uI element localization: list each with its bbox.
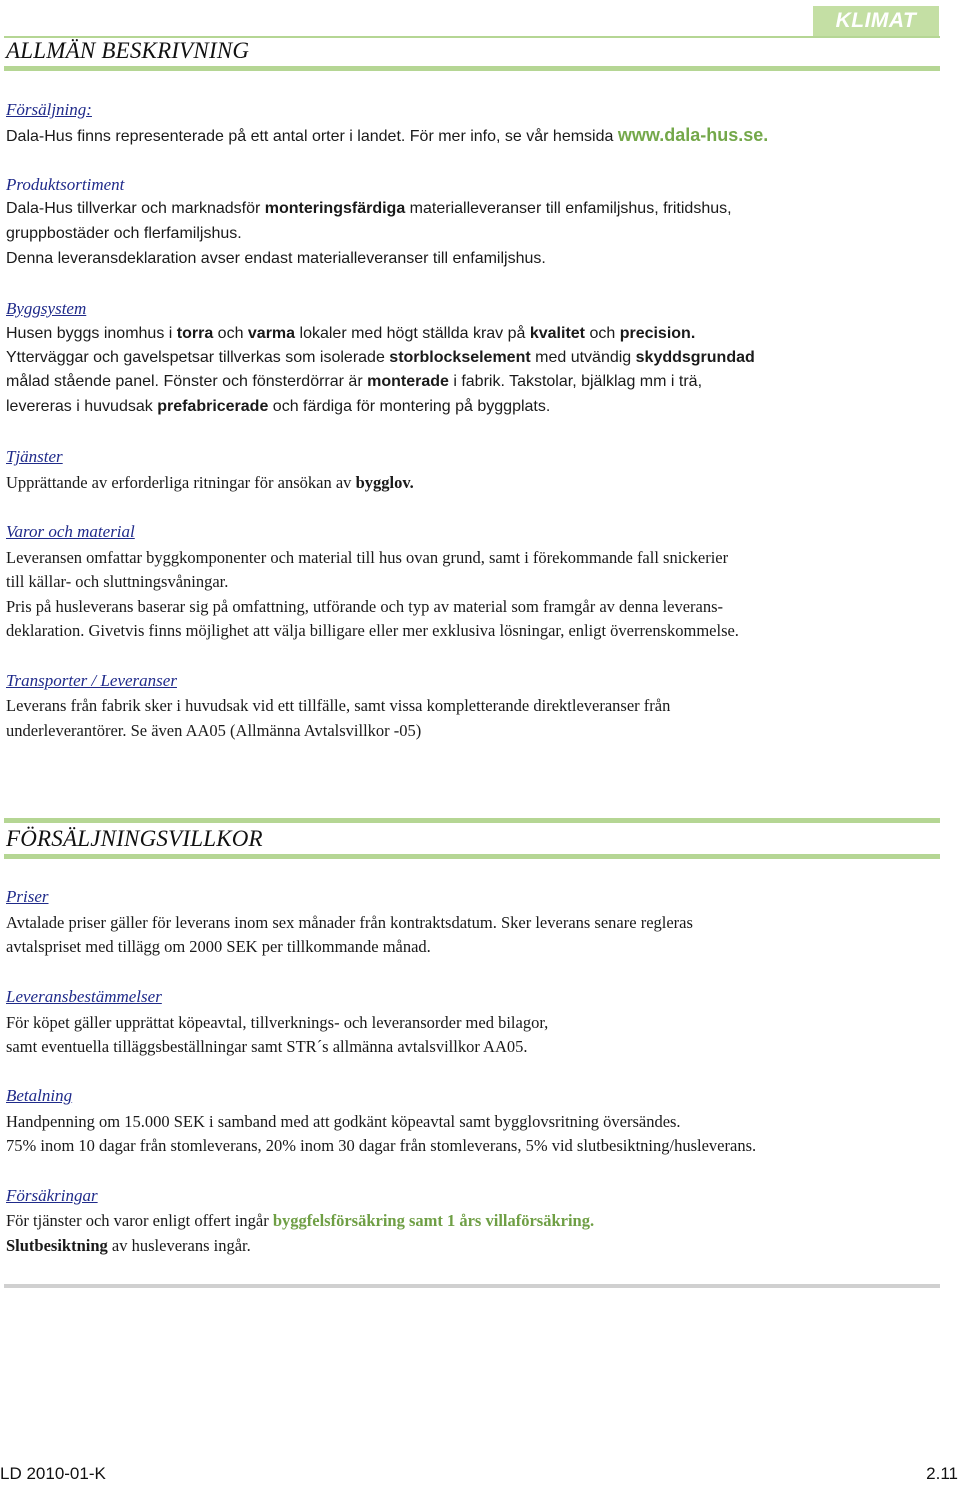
website-link[interactable]: www.dala-hus.se. — [617, 125, 769, 145]
system-line-1 — [6, 325, 695, 343]
goods-heading: Varor och material — [6, 522, 135, 541]
insurance-l1-a: För tjänster och varor enligt offert ingår — [6, 1211, 273, 1230]
delivery-terms-line-2: samt eventuella tilläggsbeställningar samt STR´s allmänna avtalsvillkor AA05. — [6, 1037, 528, 1056]
sales-heading: Försäljning: — [6, 100, 92, 119]
products-heading: Produktsortiment — [6, 175, 125, 194]
klimat-badge: KLIMAT — [813, 6, 939, 36]
footer-page-number: 2.11 — [926, 1464, 958, 1483]
header-rule — [4, 66, 940, 71]
goods-line-2: till källar- och sluttningsvåningar. — [6, 572, 229, 591]
sales-text — [6, 125, 768, 146]
transport-heading: Transporter / Leveranser — [6, 671, 177, 690]
system-l3-a: målad stående panel. Fönster och fönsterdörrar är — [6, 373, 368, 390]
system-line-4 — [6, 398, 550, 416]
services-line-1 — [6, 473, 414, 493]
products-l1-bold: monteringsfärdiga — [264, 200, 406, 217]
terms-title: FÖRSÄLJNINGSVILLKOR — [6, 826, 263, 851]
footer-doc-id: LD 2010-01-K — [0, 1464, 106, 1483]
products-l1-pre: Dala-Hus tillverkar och marknadsför — [6, 200, 265, 217]
prices-line-2: avtalspriset med tillägg om 2000 SEK per tillkommande månad. — [6, 937, 431, 956]
products-line-1 — [6, 200, 732, 218]
system-heading: Byggsystem — [6, 299, 87, 318]
products-l1-post: materialleveranser till enfamiljshus, fritidshus, — [405, 200, 732, 217]
system-l1-g: och — [585, 325, 620, 342]
delivery-terms-heading: Leveransbestämmelser — [6, 987, 162, 1006]
goods-line-1: Leveransen omfattar byggkomponenter och material till hus ovan grund, samt i förekommande fall snickerier — [6, 548, 729, 567]
insurance-l2-bold: Slutbesiktning — [6, 1236, 108, 1255]
sales-text-main: Dala-Hus finns representerade på ett antal orter i landet. För mer info, se vår hemsida — [6, 128, 618, 145]
payment-line-1: Handpenning om 15.000 SEK i samband med att godkänt köpeavtal samt bygglovsritning översändes. — [6, 1112, 681, 1131]
system-l1-a: Husen byggs inomhus i — [6, 325, 177, 342]
system-l1-h: precision. — [619, 325, 696, 342]
insurance-l2-rest: av husleverans ingår. — [107, 1236, 251, 1255]
services-l1-a: Upprättande av erforderliga ritningar för ansökan av — [6, 473, 356, 492]
services-l1-b: bygglov. — [355, 473, 414, 492]
insurance-l1-highlight: byggfelsförsäkring samt 1 års villaförsäkring. — [272, 1211, 595, 1230]
bottom-rule — [4, 1284, 940, 1288]
goods-line-4: deklaration. Givetvis finns möjlighet att välja billigare eller mer exklusiva lösningar, enligt överrenskommelse. — [6, 621, 739, 640]
system-l2-b: storblockselement — [389, 349, 531, 366]
page-title: ALLMÄN BESKRIVNING — [6, 38, 250, 63]
system-l2-c: med utvändig — [530, 349, 636, 366]
products-line-3: Denna leveransdeklaration avser endast materialleveranser till enfamiljshus. — [6, 250, 546, 267]
payment-line-2: 75% inom 10 dagar från stomleverans, 20% inom 30 dagar från stomleverans, 5% vid slutbesiktning/husleverans. — [6, 1136, 757, 1155]
system-l3-b: monterade — [367, 373, 449, 390]
system-l4-a: levereras i huvudsak — [6, 398, 158, 415]
terms-bottom-rule — [4, 854, 940, 859]
system-l3-c: i fabrik. Takstolar, bjälklag mm i trä, — [448, 373, 703, 390]
goods-line-3: Pris på husleverans baserar sig på omfattning, utförande och typ av material som framgår av denna leverans- — [6, 597, 724, 616]
system-l4-b: prefabricerade — [157, 398, 269, 415]
products-line-2: gruppbostäder och flerfamiljshus. — [6, 225, 242, 242]
payment-heading: Betalning — [6, 1086, 73, 1105]
insurance-heading: Försäkringar — [6, 1186, 98, 1205]
system-l1-f: kvalitet — [529, 325, 585, 342]
insurance-line-2 — [6, 1236, 251, 1256]
prices-line-1: Avtalade priser gäller för leverans inom sex månader från kontraktsdatum. Sker leverans senare regleras — [6, 913, 693, 932]
services-heading: Tjänster — [6, 447, 63, 466]
system-l4-c: och färdiga för montering på byggplats. — [268, 398, 551, 415]
transport-line-2: underleverantörer. Se även AA05 (Allmänna Avtalsvillkor -05) — [6, 721, 422, 740]
system-line-2 — [6, 349, 755, 367]
delivery-terms-line-1: För köpet gäller upprättat köpeavtal, tillverknings- och leveransorder med bilagor, — [6, 1013, 549, 1032]
insurance-line-1 — [6, 1211, 594, 1231]
prices-heading: Priser — [6, 887, 49, 906]
system-l2-a: Ytterväggar och gavelspetsar tillverkas som isolerade — [6, 349, 390, 366]
system-l1-d: varma — [247, 325, 296, 342]
system-l1-e: lokaler med högt ställda krav på — [295, 325, 530, 342]
system-line-3 — [6, 373, 702, 391]
system-l2-d: skyddsgrundad — [635, 349, 755, 366]
system-l1-b: torra — [176, 325, 214, 342]
transport-line-1: Leverans från fabrik sker i huvudsak vid ett tillfälle, samt vissa kompletterande direktleveranser från — [6, 696, 671, 715]
terms-top-rule — [4, 818, 940, 823]
system-l1-c: och — [213, 325, 248, 342]
